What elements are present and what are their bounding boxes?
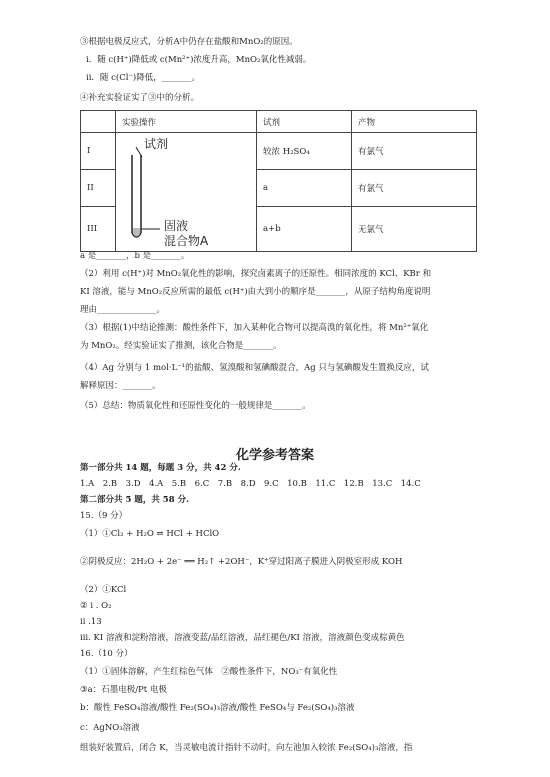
mixture-label: 固液 (164, 219, 189, 233)
reagent-cell: a+b (257, 206, 352, 251)
row-id: I (81, 133, 116, 170)
experiment-table (80, 110, 477, 252)
text-line: i．随 c(H⁺)降低或 c(Mn²⁺)浓度升高，MnO₂氧化性减弱。 (86, 55, 312, 65)
apparatus-cell (116, 133, 257, 252)
text-line: 解释原因：_______。 (80, 381, 161, 391)
table-header: 实验操作 (116, 111, 257, 133)
question-heading: 16.（10 分） (80, 649, 133, 659)
text-line: （2）利用 c(H⁺)对 MnO₂氧化性的影响，探究卤素离子的还原性。相同浓度的 KCl、KBr 和 (80, 269, 432, 279)
text-line: 理由______________。 (80, 305, 166, 315)
row-id: III (81, 206, 116, 251)
text-line: （3）根据(1)中结论推测：酸性条件下，加入某种化合物可以提高溴的氧化性，将 Mn²⁺氧化 (80, 323, 429, 333)
answer-line: 组装好装置后，闭合 K，当灵敏电流计指针不动时，向左池加入较浓 Fe₂(SO₄)₃溶液，指 (80, 743, 413, 753)
answer-line: iii. KI 溶液和淀粉溶液，溶液变蓝/品红溶液，品红褪色/KI 溶液，溶液颜色变成棕黄色 (80, 633, 405, 643)
text-line: KI 溶液，能与 MnO₂反应所需的最低 c(H⁺)由大到小的顺序是_______，从原子结构角度说明 (80, 287, 431, 297)
answer-line: （1）①Cl₂ + H₂O ⇌ HCl + HClO (80, 529, 220, 539)
choice-answers: 1.A 2.B 3.D 4.A 5.B 6.C 7.B 8.D 9.C 10.B 11.C 12.B 13.C 14.C (80, 479, 421, 489)
question-heading: 15.（9 分） (80, 511, 128, 521)
answer-line: c：AgNO₃溶液 (80, 723, 140, 733)
reagent-label: 试剂 (144, 137, 169, 151)
text-line: 为 MnO₂。经实验证实了推测，该化合物是_______。 (80, 341, 282, 351)
reagent-cell: 较浓 H₂SO₄ (257, 133, 352, 170)
answer-title: 化学参考答案 (235, 448, 314, 463)
answer-line: b：酸性 FeSO₄溶液/酸性 Fe₂(SO₄)₃溶液/酸性 FeSO₄与 Fe₂(SO₄)₃溶液 (80, 703, 355, 713)
text-line: ④补充实验证实了③中的分析。 (80, 93, 200, 103)
text-line: （4）Ag 分别与 1 mol·L⁻¹的盐酸、氢溴酸和氢碘酸混合，Ag 只与氢碘酸发生置换反应，试 (80, 363, 429, 373)
table-header: 产物 (352, 111, 477, 133)
answer-line: ③a：石墨电极/Pt 电极 (80, 685, 167, 695)
section-heading: 第一部分共 14 题，每题 3 分，共 42 分. (80, 463, 241, 473)
answer-line: （2）①KCl (80, 585, 127, 595)
mixture-label: 混合物A (164, 234, 209, 248)
product-cell: 有氯气 (352, 169, 477, 206)
product-cell: 有氯气 (352, 133, 477, 170)
text-line: ii．随 c(Cl⁻)降低，_______。 (86, 73, 200, 83)
answer-line: ii .13 (80, 617, 102, 627)
row-id: II (81, 169, 116, 206)
table-header: 试剂 (257, 111, 352, 133)
table-header (81, 111, 116, 133)
answer-line: ② i . O₂ (80, 601, 112, 611)
answer-line: ②阴极反应：2H₂O + 2e⁻ ══ H₂↑ +2OH⁻，K⁺穿过阳离子膜进入阴极室形成 KOH (80, 557, 403, 567)
section-heading: 第二部分共 5 题，共 58 分. (80, 495, 190, 505)
text-line: ③根据电极反应式，分析A中仍存在盐酸和MnO₂的原因。 (80, 37, 298, 47)
reagent-cell: a (257, 169, 352, 206)
answer-line: （1）①固体溶解，产生红棕色气体 ②酸性条件下，NO₃⁻有氧化性 (80, 667, 338, 677)
text-line: （5）总结：物质氧化性和还原性变化的一般规律是_______。 (80, 401, 311, 411)
product-cell: 无氯气 (352, 206, 477, 251)
text-line: a 是_______，b 是_______。 (80, 251, 190, 261)
